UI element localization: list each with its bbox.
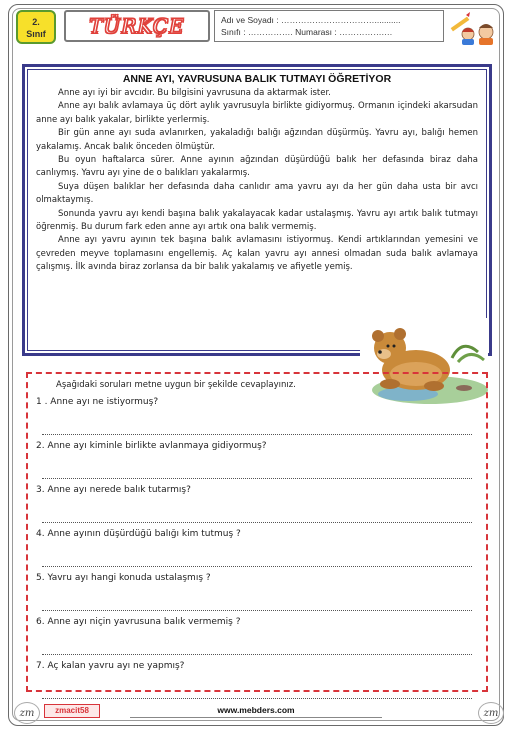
- question-text: 4. Anne ayının düşürdüğü balığı kim tutmuş ?: [36, 529, 241, 539]
- question-text: 7. Aç kalan yavru ayı ne yapmış?: [36, 661, 185, 671]
- story-paragraph: Suya düşen balıklar her defasında daha canlıdır ama yavru ayı da her gün daha usta bir avcı olmaktaymış.: [36, 181, 478, 206]
- questions-box: [26, 372, 488, 692]
- story-text: [36, 87, 478, 275]
- grade-number: 2.: [32, 17, 40, 27]
- story-paragraph: Bu oyun haftalarca sürer. Anne ayının ağzından düşürdüğü balık her defasında biraz daha canlıymış. Yavru ayı yine de o balıkları yakalarmış.: [36, 155, 478, 179]
- question-text: 2. Anne ayı kiminle birlikte avlanmaya gidiyormuş?: [36, 441, 267, 451]
- story-paragraph: Sonunda yavru ayı kendi başına balık yakalayacak kadar ustalaşmış. Yavru ayı artık balık tutmayı öğrenmiş. Bu durum fark eden anne ayı artık ona balık vermemiş.: [36, 208, 478, 233]
- answer-line[interactable]: [42, 629, 472, 655]
- question-item: [36, 527, 478, 567]
- pencil-kids-icon: [448, 8, 504, 46]
- answer-line[interactable]: [42, 409, 472, 435]
- grade-badge: [16, 10, 56, 44]
- zm-logo-icon: [14, 702, 44, 726]
- website-link[interactable]: www.mebders.com: [130, 702, 382, 718]
- answer-line[interactable]: [42, 453, 472, 479]
- answer-line[interactable]: [42, 497, 472, 523]
- question-text: 3. Anne ayı nerede balık tutarmış?: [36, 485, 191, 495]
- question-text: 1 . Anne ayı ne istiyormuş?: [36, 397, 159, 407]
- question-item: [36, 395, 478, 435]
- question-item: [36, 615, 478, 655]
- answer-line[interactable]: [42, 585, 472, 611]
- subject-box: [64, 10, 210, 42]
- story-title: ANNE AYI, YAVRUSUNA BALIK TUTMAYI ÖĞRETİYOR: [122, 73, 392, 85]
- question-item: [36, 483, 478, 523]
- story-box: [22, 64, 492, 356]
- questions-instruction: Aşağıdaki soruları metne uygun bir şekilde cevaplayınız.: [56, 380, 296, 390]
- answer-line[interactable]: [42, 541, 472, 567]
- question-text: 6. Anne ayı niçin yavrusuna balık vermemiş ?: [36, 617, 241, 627]
- name-field[interactable]: Adı ve Soyadı : ……………………………...........: [221, 15, 401, 25]
- grade-label: Sınıf: [26, 29, 46, 39]
- class-number-field[interactable]: Sınıfı : ……………. Numarası : …………….…: [221, 27, 393, 37]
- subject-title: TÜRKÇE: [89, 14, 185, 38]
- story-paragraph: Anne ayı yavru ayının tek başına balık avlamasını istiyormuş. Kendi artıklarından yemesini ve çevreden meyve toplamasını engellemiş. Aç kalan yavru ayı annesi olmadan suda balık avlamaya çalışmış. İlk avında biraz zorlansa da bir balık yakalamış ve afiyetle yemiş.: [36, 235, 478, 273]
- story-paragraph: Bir gün anne ayı suda avlanırken, yakaladığı balığı ağzından düşürmüş. Yavru ayı, balığı hemen yakalamış. Ancak balık önceden ölmüştür.: [36, 128, 478, 152]
- answer-line[interactable]: [42, 673, 472, 699]
- question-item: [36, 571, 478, 611]
- zm-logo-icon: [478, 702, 508, 726]
- question-item: [36, 439, 478, 479]
- student-info-box: [214, 10, 444, 42]
- footer-logo-right: zm: [478, 702, 504, 724]
- question-item: [36, 659, 478, 699]
- footer-logo-left: zm: [14, 702, 40, 724]
- author-badge: zmacit58: [44, 704, 100, 718]
- story-paragraph: Anne ayı balık avlamaya üç dört aylık yavrusuyla birlikte gidiyormuş. Ormanın içindeki akarsudan anne ayı balık yakalar, birlikte yerlermiş.: [36, 101, 478, 125]
- question-text: 5. Yavru ayı hangi konuda ustalaşmış ?: [36, 573, 211, 583]
- story-paragraph: Anne ayı iyi bir avcıdır. Bu bilgisini yavrusuna da aktarmak ister.: [58, 88, 331, 98]
